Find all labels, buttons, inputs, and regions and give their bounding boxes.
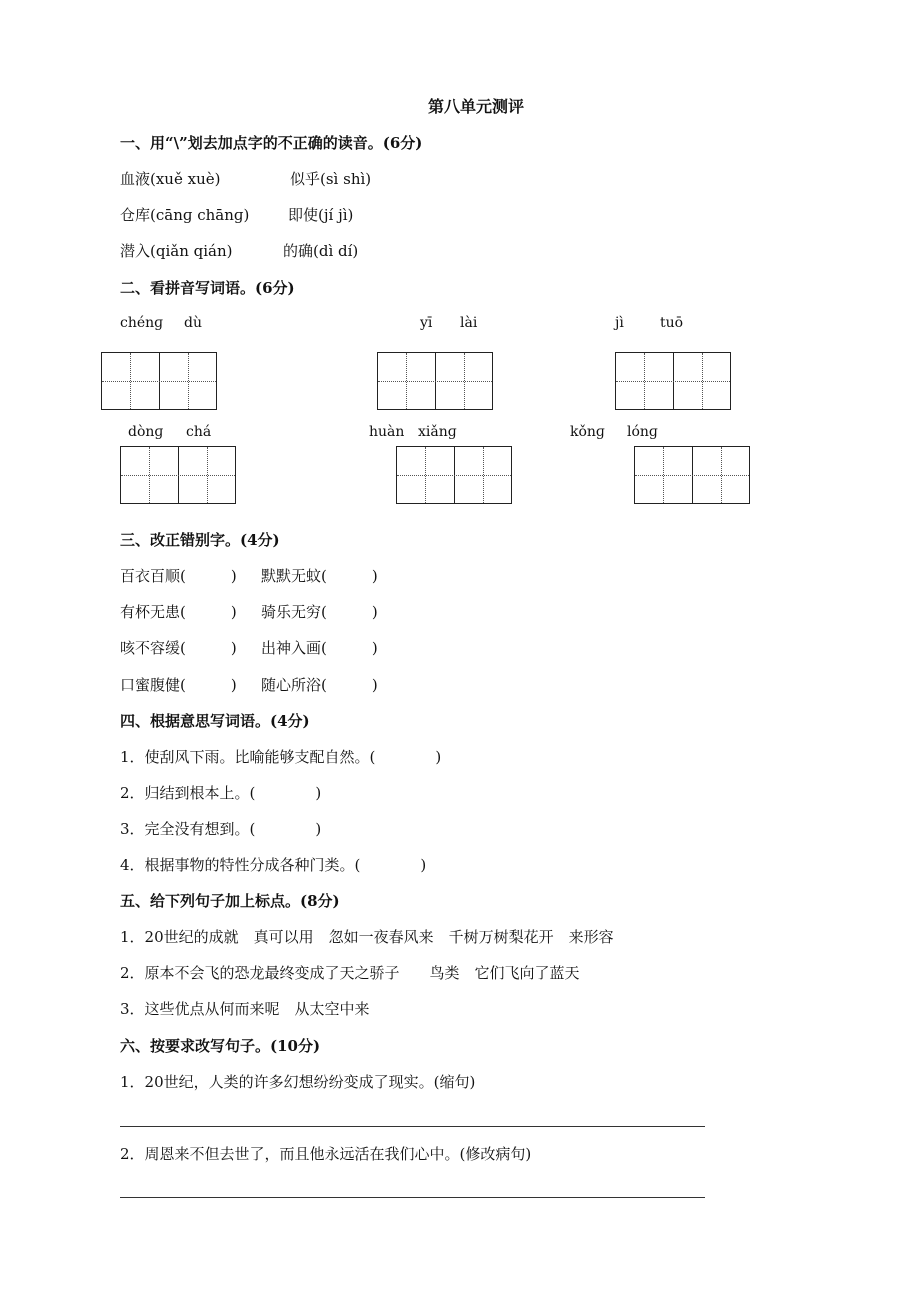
s3-item: 百衣百顺( ) (120, 567, 237, 585)
s1-item: 似乎(sì shì) (290, 170, 372, 188)
s1-item: 潜入(qiǎn qián) (120, 242, 233, 260)
pinyin: dònɡ (128, 424, 164, 440)
pinyin: xiǎnɡ (418, 424, 457, 440)
pinyin: chénɡ (120, 315, 164, 331)
pinyin: kǒnɡ (570, 424, 605, 440)
pinyin: dù (184, 315, 202, 331)
writing-grid[interactable] (120, 446, 236, 504)
section-4-heading: 四、根据意思写词语。(4分) (120, 712, 310, 730)
s3-item: 骑乐无穷( ) (261, 603, 378, 621)
s3-item: 有杯无患( ) (120, 603, 237, 621)
answer-line[interactable] (120, 1126, 705, 1127)
s1-item: 血液(xuě xuè) (120, 170, 221, 188)
s1-item: 仓库(cānɡ chānɡ) (120, 206, 250, 224)
s4-item: 4．根据事物的特性分成各种门类。( ) (120, 856, 427, 874)
pinyin: chá (186, 424, 212, 440)
s3-item: 默默无蚊( ) (261, 567, 378, 585)
writing-grid[interactable] (101, 352, 217, 410)
s3-item: 随心所浴( ) (261, 676, 378, 694)
answer-line[interactable] (120, 1197, 705, 1198)
pinyin: jì (615, 315, 624, 331)
pinyin: huàn (369, 424, 405, 440)
s4-item: 2．归结到根本上。( ) (120, 784, 322, 802)
pinyin: yī (420, 315, 433, 331)
s3-item: 口蜜腹健( ) (120, 676, 237, 694)
s5-item: 3．这些优点从何而来呢 从太空中来 (120, 1000, 370, 1018)
section-6-heading: 六、按要求改写句子。(10分) (120, 1037, 321, 1055)
s4-item: 3．完全没有想到。( ) (120, 820, 322, 838)
section-5-heading: 五、给下列句子加上标点。(8分) (120, 892, 340, 910)
writing-grid[interactable] (634, 446, 750, 504)
pinyin: lài (460, 315, 478, 331)
pinyin: lónɡ (627, 424, 658, 440)
s1-item: 即使(jí jì) (288, 206, 354, 224)
writing-grid[interactable] (396, 446, 512, 504)
s3-item: 出神入画( ) (261, 639, 378, 657)
s3-item: 咳不容缓( ) (120, 639, 237, 657)
s6-item: 1．20世纪，人类的许多幻想纷纷变成了现实。(缩句) (120, 1073, 476, 1091)
s1-item: 的确(dì dí) (283, 242, 359, 260)
section-1-heading: 一、用“\”划去加点字的不正确的读音。(6分) (120, 134, 423, 152)
section-3-heading: 三、改正错别字。(4分) (120, 531, 280, 549)
section-2-heading: 二、看拼音写词语。(6分) (120, 279, 295, 297)
pinyin: tuō (660, 315, 684, 331)
s6-item: 2．周恩来不但去世了，而且他永远活在我们心中。(修改病句) (120, 1145, 532, 1163)
s4-item: 1．使刮风下雨。比喻能够支配自然。( ) (120, 748, 442, 766)
page-title: 第八单元测评 (428, 97, 525, 116)
writing-grid[interactable] (377, 352, 493, 410)
s5-item: 1．20世纪的成就 真可以用 忽如一夜春风来 千树万树梨花开 来形容 (120, 928, 614, 946)
writing-grid[interactable] (615, 352, 731, 410)
s5-item: 2．原本不会飞的恐龙最终变成了天之骄子 鸟类 它们飞向了蓝天 (120, 964, 580, 982)
